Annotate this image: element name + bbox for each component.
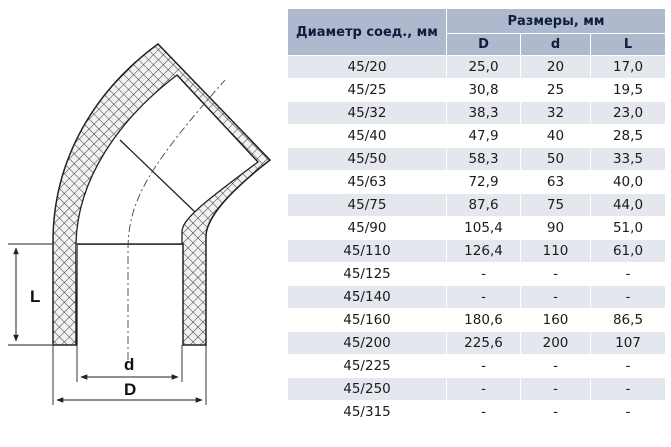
cell-connection: 45/75 <box>288 194 447 217</box>
cell-inner-diameter: 40 <box>521 125 591 148</box>
cell-outer-diameter: 47,9 <box>447 125 521 148</box>
cell-inner-diameter: 63 <box>521 171 591 194</box>
cell-inner-diameter: 110 <box>521 240 591 263</box>
table-row <box>288 56 666 79</box>
cell-outer-diameter: - <box>447 355 521 378</box>
cell-length: 61,0 <box>591 240 666 263</box>
cell-connection: 45/225 <box>288 355 447 378</box>
table-row <box>288 401 666 424</box>
table-row <box>288 240 666 263</box>
cell-inner-diameter: - <box>521 263 591 286</box>
elbow-fitting-drawing <box>0 0 290 447</box>
cell-inner-diameter: 200 <box>521 332 591 355</box>
cell-length: - <box>591 378 666 401</box>
cell-inner-diameter: - <box>521 401 591 424</box>
cell-connection: 45/250 <box>288 378 447 401</box>
dimensions-table <box>287 8 666 424</box>
cell-connection: 45/50 <box>288 148 447 171</box>
cell-outer-diameter: 25,0 <box>447 56 521 79</box>
header-connection: Диаметр соед., мм <box>288 9 447 56</box>
cell-inner-diameter: 20 <box>521 56 591 79</box>
cell-length: 51,0 <box>591 217 666 240</box>
table-row <box>288 263 666 286</box>
table-row <box>288 355 666 378</box>
cell-length: - <box>591 401 666 424</box>
header-sizes: Размеры, мм <box>447 9 666 34</box>
cell-connection: 45/140 <box>288 286 447 309</box>
cell-length: 86,5 <box>591 309 666 332</box>
cell-connection: 45/32 <box>288 102 447 125</box>
cell-inner-diameter: 25 <box>521 79 591 102</box>
cell-connection: 45/160 <box>288 309 447 332</box>
cell-inner-diameter: - <box>521 378 591 401</box>
cell-length: 28,5 <box>591 125 666 148</box>
cell-connection: 45/63 <box>288 171 447 194</box>
cell-outer-diameter: - <box>447 401 521 424</box>
cell-connection: 45/315 <box>288 401 447 424</box>
header-col-length: L <box>591 34 666 56</box>
cell-outer-diameter: 225,6 <box>447 332 521 355</box>
header-col-inner-diameter: d <box>521 34 591 56</box>
cell-outer-diameter: 58,3 <box>447 148 521 171</box>
cell-inner-diameter: 75 <box>521 194 591 217</box>
cell-outer-diameter: 30,8 <box>447 79 521 102</box>
table-row <box>288 309 666 332</box>
table-row <box>288 171 666 194</box>
cell-outer-diameter: 72,9 <box>447 171 521 194</box>
cell-length: 40,0 <box>591 171 666 194</box>
cell-inner-diameter: 90 <box>521 217 591 240</box>
cell-outer-diameter: - <box>447 286 521 309</box>
cell-connection: 45/40 <box>288 125 447 148</box>
table-row <box>288 194 666 217</box>
table-row <box>288 125 666 148</box>
cell-length: 23,0 <box>591 102 666 125</box>
cell-outer-diameter: 87,6 <box>447 194 521 217</box>
cell-connection: 45/200 <box>288 332 447 355</box>
cell-connection: 45/25 <box>288 79 447 102</box>
cell-length: 19,5 <box>591 79 666 102</box>
table-row <box>288 332 666 355</box>
cell-outer-diameter: - <box>447 263 521 286</box>
cell-inner-diameter: 50 <box>521 148 591 171</box>
cell-outer-diameter: 105,4 <box>447 217 521 240</box>
cell-connection: 45/90 <box>288 217 447 240</box>
cell-length: - <box>591 355 666 378</box>
cell-length: 44,0 <box>591 194 666 217</box>
cell-length: - <box>591 286 666 309</box>
cell-length: 107 <box>591 332 666 355</box>
header-col-outer-diameter: D <box>447 34 521 56</box>
table-row <box>288 79 666 102</box>
cell-outer-diameter: - <box>447 378 521 401</box>
cell-inner-diameter: 160 <box>521 309 591 332</box>
cell-length: - <box>591 263 666 286</box>
cell-connection: 45/110 <box>288 240 447 263</box>
table-row <box>288 378 666 401</box>
table-row <box>288 217 666 240</box>
cell-outer-diameter: 126,4 <box>447 240 521 263</box>
cell-outer-diameter: 38,3 <box>447 102 521 125</box>
cell-inner-diameter: 32 <box>521 102 591 125</box>
cell-inner-diameter: - <box>521 355 591 378</box>
cell-inner-diameter: - <box>521 286 591 309</box>
dimension-l-label: L <box>30 287 41 306</box>
dimension-d-label: d <box>124 355 135 374</box>
cell-length: 33,5 <box>591 148 666 171</box>
table-row <box>288 148 666 171</box>
cell-outer-diameter: 180,6 <box>447 309 521 332</box>
cell-connection: 45/125 <box>288 263 447 286</box>
cell-connection: 45/20 <box>288 56 447 79</box>
table-row <box>288 102 666 125</box>
dimension-big-d-label: D <box>124 380 137 399</box>
cell-length: 17,0 <box>591 56 666 79</box>
table-row <box>288 286 666 309</box>
